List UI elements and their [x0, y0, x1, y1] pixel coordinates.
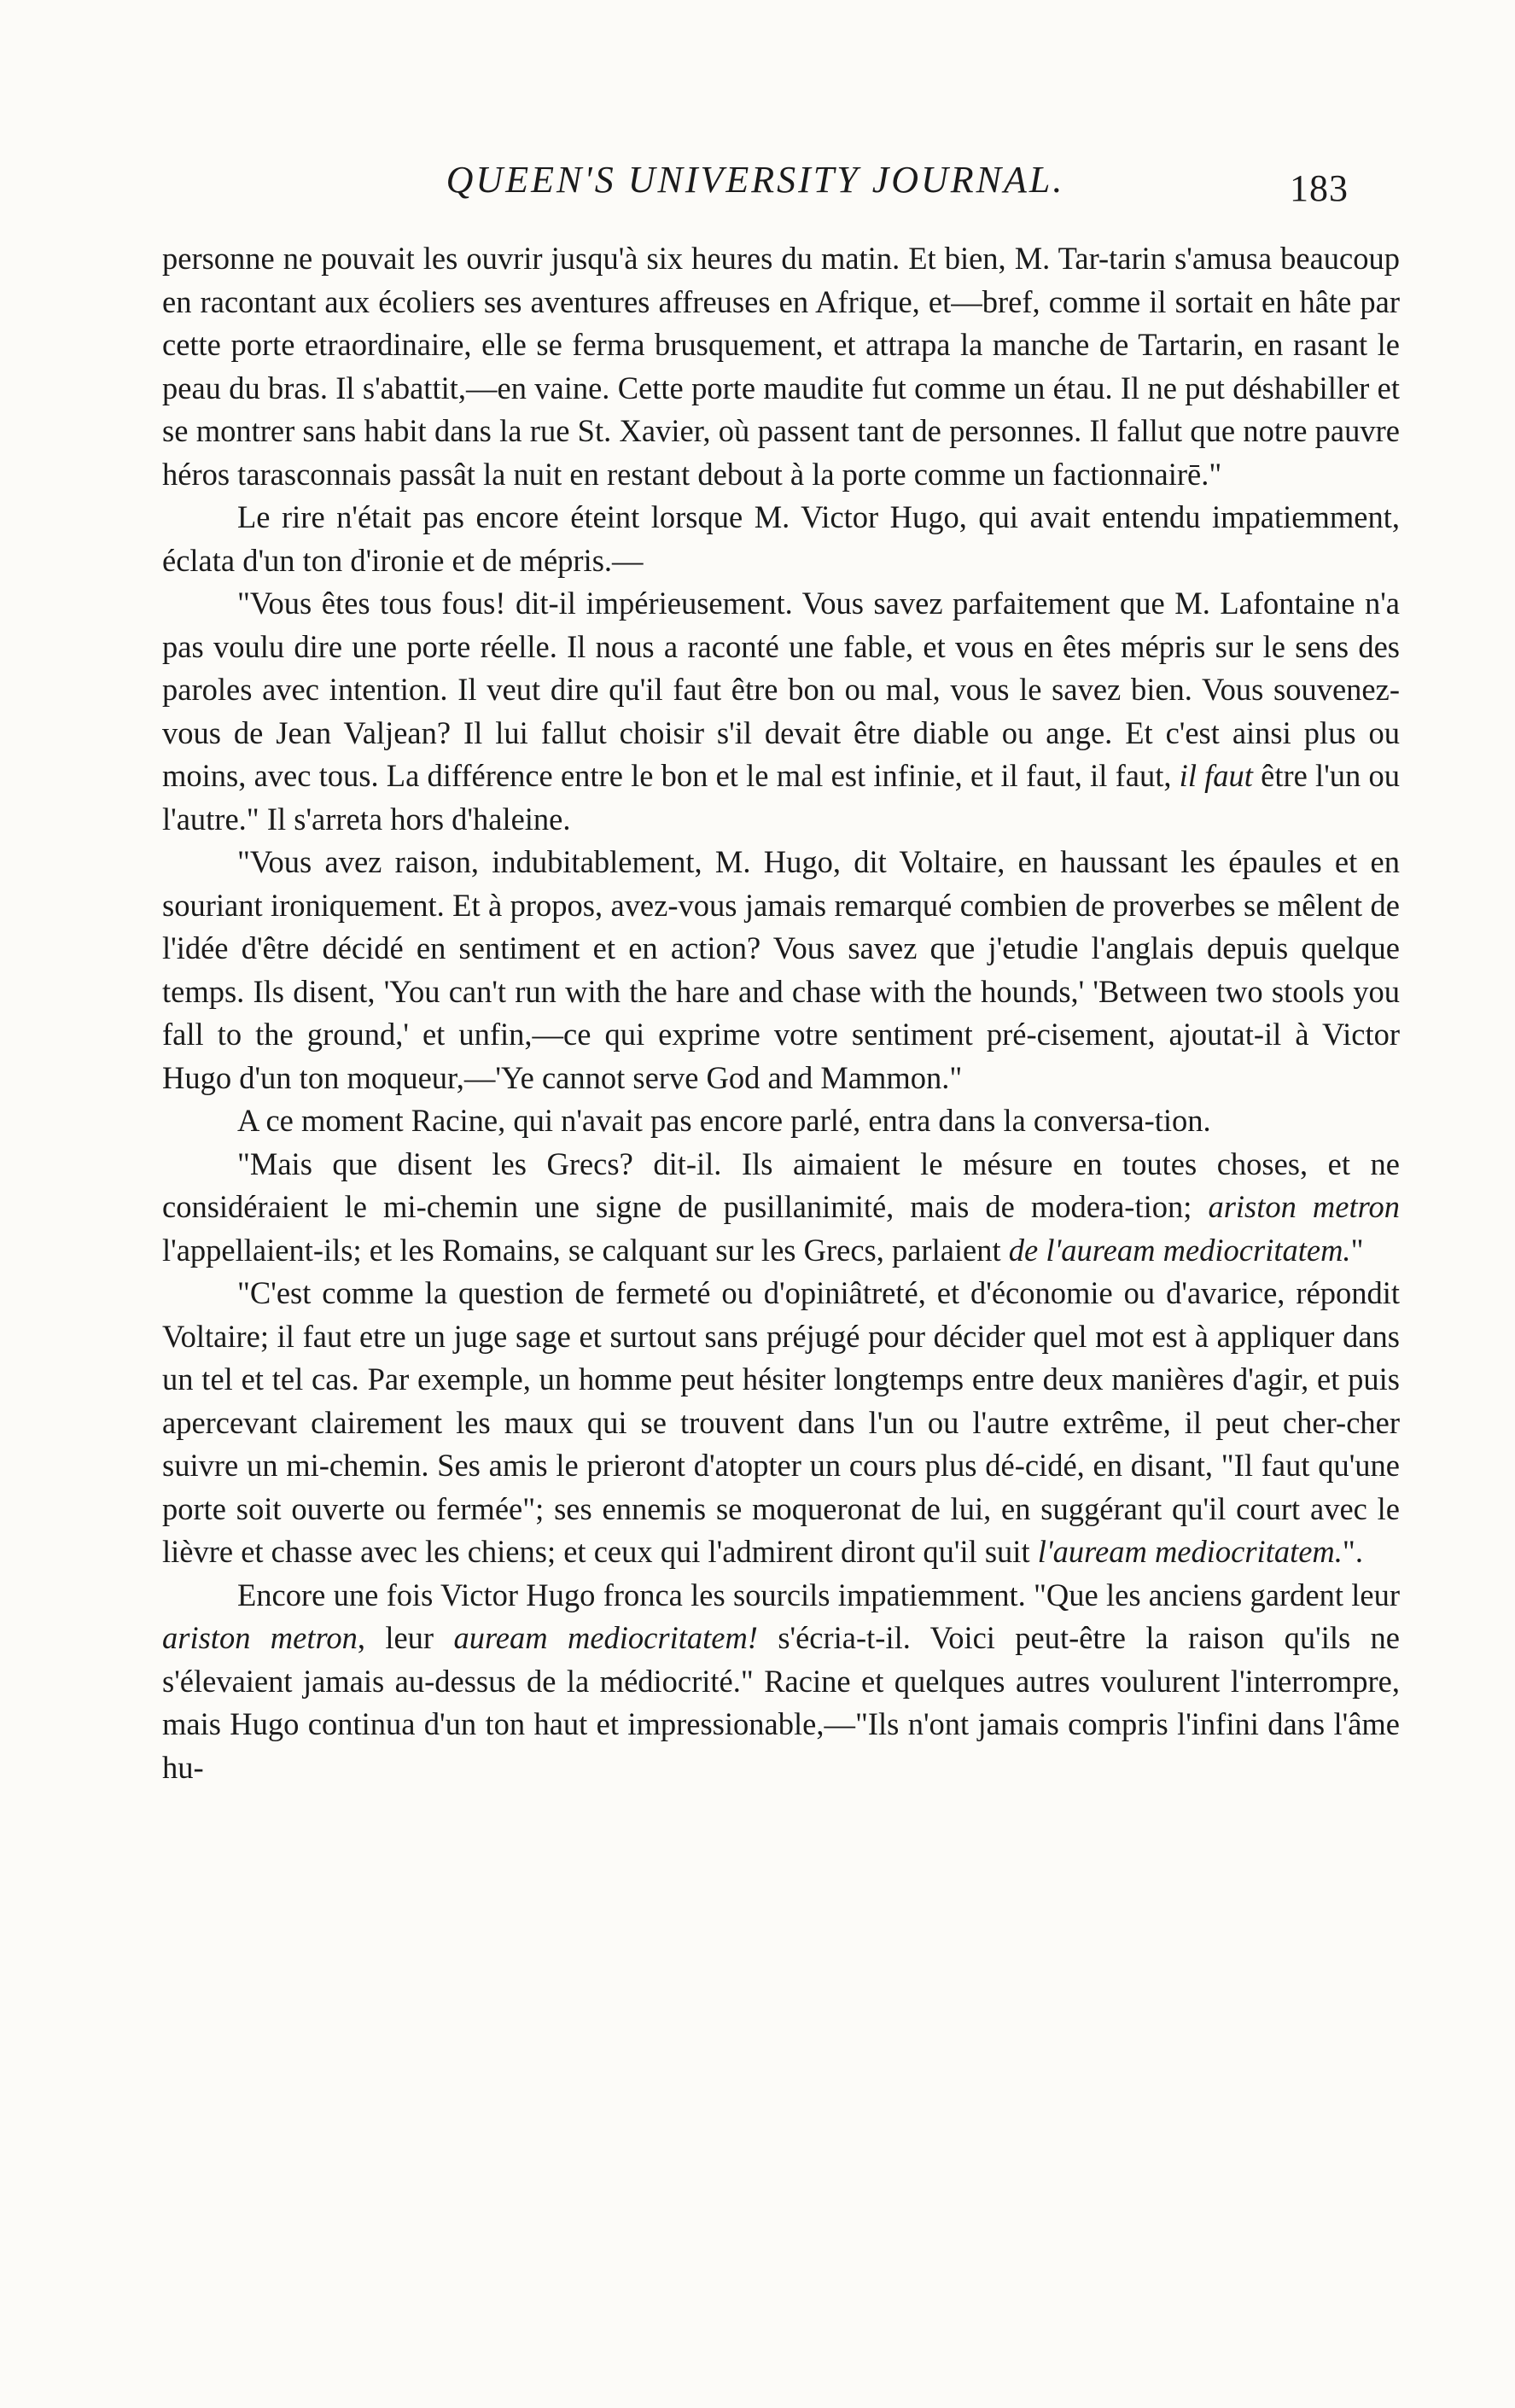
text-run: s'écria-t-il. Voici peut-être la raison qu'ils ne s'élevaient jamais au-dessus de la médiocrité." Racine et quelques autres voulurent l'interrompre, mais Hugo continua d'un ton haut et impressionable,—"Ils n'ont jamais compris l'infini dans l'âme hu- — [162, 1620, 1400, 1785]
text-run: " — [1350, 1232, 1364, 1268]
paragraph — [162, 1574, 1400, 1790]
text-run: Le rire n'était pas encore éteint lorsque M. Victor Hugo, qui avait entendu impatiemment, éclata d'un ton d'ironie et de mépris.— — [162, 499, 1400, 578]
italic-phrase: il faut — [1179, 758, 1253, 793]
paragraph — [162, 841, 1400, 1099]
italic-phrase: ariston metron — [162, 1620, 358, 1655]
text-run: "C'est comme la question de fermeté ou d'opiniâtreté, et d'économie ou d'avarice, répondit Voltaire; il faut etre un juge sage et surtout sans préjugé pour décider quel mot est à appliquer dans un tel et tel cas. Par exemple, un homme peut hésiter longtemps entre deux manières d'agir, et puis apercevant clairement les maux qui se trouvent dans l'un ou l'autre extrême, il peut cher-cher suivre un mi-chemin. Ses amis le prieront d'atopter un cours plus dé-cidé, en disant, "Il faut qu'une porte soit ouverte ou fermée"; ses ennemis se moqueronat de lui, en suggérant qu'il court avec le lièvre et chasse avec les chiens; et ceux qui l'admirent diront qu'il suit — [162, 1275, 1400, 1569]
paragraph — [162, 1272, 1400, 1574]
text-run: "Vous êtes tous fous! dit-il impérieusement. Vous savez parfaitement que M. Lafontaine n'a pas voulu dire une porte réelle. Il nous a raconté une fable, et vous en êtes mépris sur le sens des paroles avec intention. Il veut dire qu'il faut être bon ou mal, vous le savez bien. Vous souvenez-vous de Jean Valjean? Il lui fallut choisir s'il devait être diable ou ange. Et c'est ainsi plus ou moins, avec tous. La différence entre le bon et le mal est infinie, et il faut, il faut, — [162, 586, 1400, 793]
text-run: Encore une fois Victor Hugo fronca les sourcils impatiemment. "Que les anciens gardent leur — [237, 1577, 1400, 1612]
italic-phrase: auream mediocritatem! — [453, 1620, 758, 1655]
text-run: A ce moment Racine, qui n'avait pas encore parlé, entra dans la conversa-tion. — [237, 1103, 1211, 1138]
text-run: , leur — [357, 1620, 454, 1655]
text-run: personne ne pouvait les ouvrir jusqu'à six heures du matin. Et bien, M. Tar-tarin s'amusa beaucoup en racontant aux écoliers ses aventures affreuses en Afrique, et—bref, comme il sortait en hâte par cette porte etraordinaire, elle se ferma brusquement, et attrapa la manche de Tartarin, en rasant le peau du bras. Il s'abattit,—en vaine. Cette porte maudite fut comme un étau. Il ne put déshabiller et se montrer sans habit dans la rue St. Xavier, où passent tant de personnes. Il fallut que notre pauvre héros tarasconnais passât la nuit en restant debout à la porte comme un factionnairē." — [162, 241, 1400, 492]
paragraph — [162, 1143, 1400, 1273]
italic-phrase: ariston metron — [1208, 1189, 1400, 1224]
italic-phrase: de l'auream mediocritatem. — [1008, 1232, 1351, 1268]
running-head — [162, 158, 1349, 209]
text-run: l'appellaient-ils; et les Romains, se calquant sur les Grecs, parlaient — [162, 1232, 1009, 1268]
text-run: "Mais que disent les Grecs? dit-il. Ils aimaient le mésure en toutes choses, et ne considéraient le mi-chemin une signe de pusillanimité, mais de modera-tion; — [162, 1146, 1400, 1224]
text-run: "Vous avez raison, indubitablement, M. Hugo, dit Voltaire, en haussant les épaules et en souriant ironiquement. Et à propos, avez-vous jamais remarqué combien de proverbes se mêlent de l'idée d'être décidé en sentiment et en action? Vous savez que j'etudie l'anglais depuis quelque temps. Ils disent, 'You can't run with the hare and chase with the hounds,' 'Between two stools you fall to the ground,' et unfin,—ce qui exprime votre sentiment pré-cisement, ajoutat-il à Victor Hugo d'un ton moqueur,—'Ye cannot serve God and Mammon." — [162, 844, 1400, 1095]
italic-phrase: l'auream mediocritatem. — [1037, 1534, 1343, 1569]
journal-title: QUEEN'S UNIVERSITY JOURNAL. — [446, 159, 1065, 201]
paragraph — [162, 496, 1400, 582]
text-run: être l'un ou l'autre." Il s'arreta hors d'haleine. — [162, 758, 1400, 837]
paragraph — [162, 582, 1400, 841]
page-number: 183 — [1290, 167, 1349, 209]
paragraph — [162, 1099, 1400, 1143]
paragraph — [162, 237, 1400, 496]
article-body — [162, 237, 1400, 1789]
text-run: ". — [1342, 1534, 1363, 1569]
